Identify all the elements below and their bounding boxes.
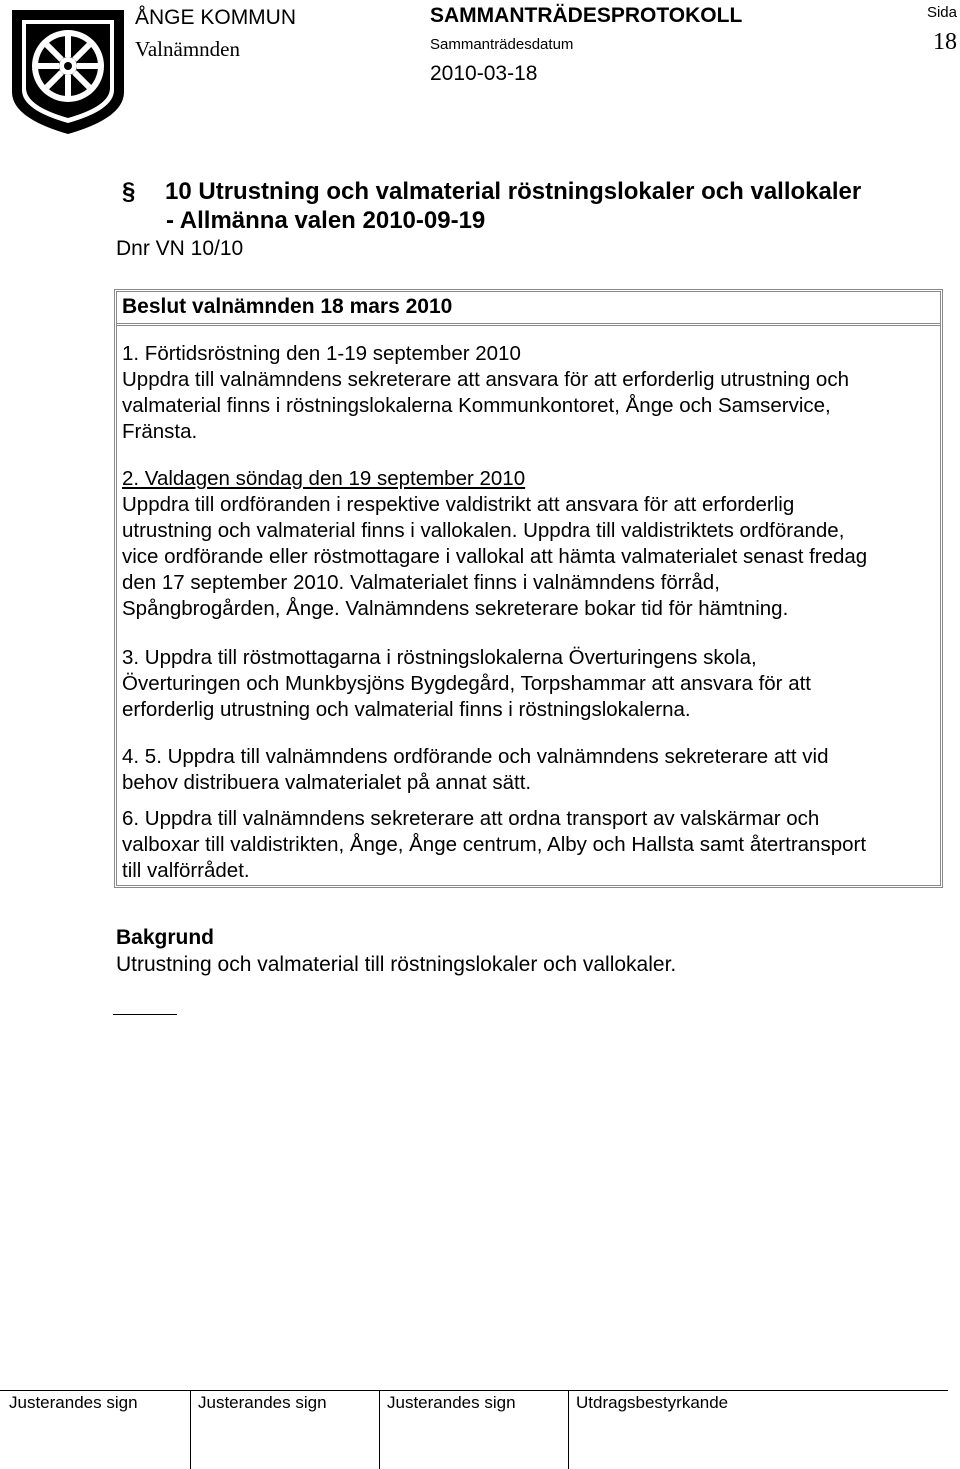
decision-title: Beslut valnämnden 18 mars 2010	[122, 295, 453, 318]
decision-line: Överturingen och Munkbysjöns Bygdegård, Torpshammar att ansvara för att	[122, 672, 811, 695]
municipality-name: ÅNGE KOMMUN	[135, 6, 297, 29]
decision-line: utrustning och valmaterial finns i vallokalen. Uppdra till valdistriktets ordförande,	[122, 519, 845, 542]
decision-line: till valförrådet.	[122, 859, 250, 882]
decision-line: 4. 5. Uppdra till valnämndens ordförande och valnämndens sekreterare att vid	[122, 745, 829, 768]
section-title-line-1: 10 Utrustning och valmaterial röstningslokaler och vallokaler	[165, 178, 862, 205]
meeting-date: 2010-03-18	[430, 62, 538, 85]
paragraph-symbol: §	[122, 178, 136, 205]
protocol-title: SAMMANTRÄDESPROTOKOLL	[430, 4, 743, 27]
board-name: Valnämnden	[135, 37, 240, 61]
footer-divider	[568, 1390, 569, 1469]
decision-line: behov distribuera valmaterialet på annat sätt.	[122, 771, 532, 794]
decision-line: vice ordförande eller röstmottagare i vallokal att hämta valmaterialet senast fredag	[122, 545, 868, 568]
end-rule	[113, 1014, 177, 1015]
background-text: Utrustning och valmaterial till röstningslokaler och vallokaler.	[116, 953, 677, 976]
decision-line: Fränsta.	[122, 420, 198, 443]
footer-sign-field-2: Justerandes sign	[198, 1393, 327, 1412]
decision-line: Uppdra till ordföranden i respektive valdistrikt att ansvara för att erforderlig	[122, 493, 795, 516]
footer-rule	[0, 1390, 948, 1391]
decision-line: 1. Förtidsröstning den 1-19 september 2010	[122, 342, 521, 365]
footer-sign-field-1: Justerandes sign	[9, 1393, 138, 1412]
decision-line: 2. Valdagen söndag den 19 september 2010	[122, 467, 526, 490]
decision-line: erforderlig utrustning och valmaterial finns i röstningslokalerna.	[122, 698, 691, 721]
footer-certified-field: Utdragsbestyrkande	[576, 1393, 729, 1412]
decision-line: den 17 september 2010. Valmaterialet finns i valnämndens förråd,	[122, 571, 720, 594]
footer-divider	[379, 1390, 380, 1469]
decision-line: Spångbrogården, Ånge. Valnämndens sekreterare bokar tid för hämtning.	[122, 597, 789, 620]
decision-line: 3. Uppdra till röstmottagarna i röstningslokalerna Överturingens skola,	[122, 646, 757, 669]
municipality-crest-logo	[8, 6, 128, 138]
decision-line: valmaterial finns i röstningslokalerna Kommunkontoret, Ånge och Samservice,	[122, 394, 831, 417]
footer-divider	[190, 1390, 191, 1469]
decision-line: valboxar till valdistrikten, Ånge, Ånge centrum, Alby och Hallsta samt återtransport	[122, 833, 867, 856]
case-number: Dnr VN 10/10	[116, 237, 244, 260]
section-title-line-2: - Allmänna valen 2010-09-19	[166, 207, 486, 234]
decision-title-divider	[117, 323, 940, 326]
decision-line: Uppdra till valnämndens sekreterare att ansvara för att erforderlig utrustning och	[122, 368, 849, 391]
background-heading: Bakgrund	[116, 926, 215, 949]
footer-sign-field-3: Justerandes sign	[387, 1393, 516, 1412]
decision-line: 6. Uppdra till valnämndens sekreterare att ordna transport av valskärmar och	[122, 807, 820, 830]
page-number: 18	[933, 29, 957, 55]
meeting-date-label: Sammanträdesdatum	[430, 36, 574, 53]
page-label: Sida	[926, 4, 957, 21]
